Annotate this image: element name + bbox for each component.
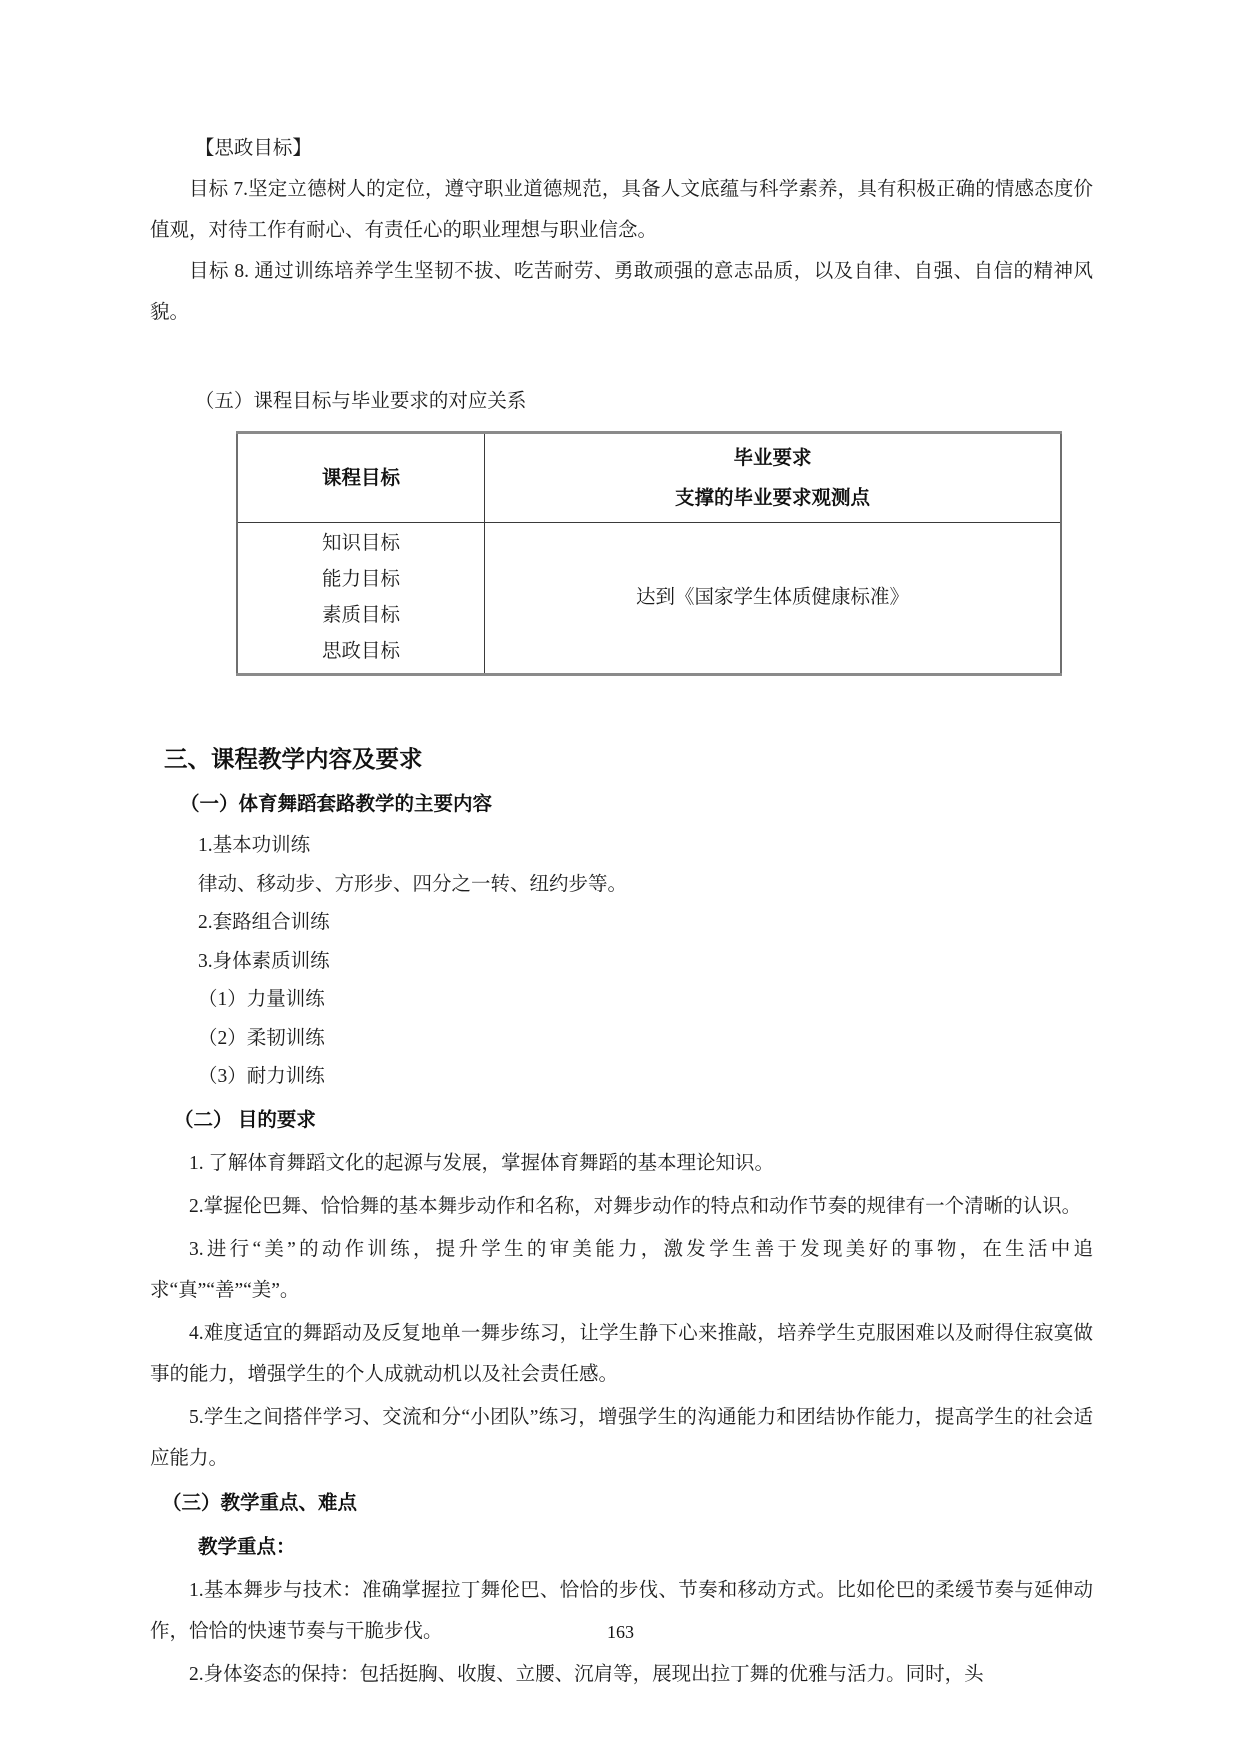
list-item: （3）耐力训练 [198, 1066, 325, 1087]
section-3-heading: 三、课程教学内容及要求 [164, 746, 423, 772]
page-content [150, 128, 1093, 1695]
course-goals-header-label: 课程目标 [321, 467, 400, 489]
focus-paragraph: 1.基本舞步与技术：准确掌握拉丁舞伦巴、恰恰的步伐、节奏和移动方式。比如伦巴的柔缓节奏与延伸动作，恰恰的快速节奏与干脆步伐。 [150, 1579, 1093, 1642]
ideology-goals-heading: 【思政目标】 [194, 138, 312, 159]
graduation-requirements-header-label: 毕业要求 [733, 447, 812, 469]
table-header-row [237, 433, 1061, 523]
purpose-paragraph: 2.掌握伦巴舞、恰恰舞的基本舞步动作和名称，对舞步动作的特点和动作节奏的规律有一个清晰的认识。 [189, 1195, 1082, 1217]
table-body-row [237, 523, 1061, 675]
list-item: 律动、移动步、方形步、四分之一转、纽约步等。 [198, 873, 628, 895]
list-item: （1）力量训练 [198, 989, 325, 1010]
course-goals-list-cell [237, 523, 485, 675]
purpose-paragraph: 4.难度适宜的舞蹈动及反复地单一舞步练习，让学生静下心来推敲，培养学生克服困难以及耐得住寂寞做事的能力，增强学生的个人成就动机以及社会责任感。 [150, 1322, 1093, 1385]
quality-goal-label: 素质目标 [321, 605, 400, 626]
ideology-goal-label: 思政目标 [321, 641, 400, 662]
purpose-paragraph: 3.进行“美”的动作训练，提升学生的审美能力，激发学生善于发现美好的事物，在生活中追求“真”“善”“美”。 [150, 1238, 1093, 1301]
goals-requirements-table [236, 431, 1062, 676]
list-item: （2）柔韧训练 [198, 1027, 325, 1049]
focus-paragraph: 2.身体姿态的保持：包括挺胸、收腹、立腰、沉肩等，展现出拉丁舞的优雅与活力。同时，头 [189, 1663, 984, 1685]
subsection-1-heading: （一）体育舞蹈套路教学的主要内容 [180, 793, 493, 815]
graduation-requirement-value-cell [485, 523, 1062, 675]
goal-8-paragraph: 目标 8. 通过训练培养学生坚韧不拔、吃苦耐劳、勇敢顽强的意志品质，以及自律、自强、自信的精神风貌。 [150, 261, 1093, 323]
teaching-focus-label: 教学重点： [198, 1535, 296, 1558]
ability-goal-label: 能力目标 [321, 569, 400, 590]
list-item: 1.基本功训练 [198, 835, 311, 856]
goal-7-paragraph: 目标 7.坚定立德树人的定位，遵守职业道德规范，具备人文底蕴与科学素养，具有积极正确的情感态度价值观，对待工作有耐心、有责任心的职业理想与职业信念。 [150, 179, 1093, 241]
section-5-heading: （五）课程目标与毕业要求的对应关系 [194, 391, 527, 412]
list-item: 2.套路组合训练 [198, 912, 330, 933]
knowledge-goal-label: 知识目标 [321, 533, 400, 554]
subsection-3-heading: （三）教学重点、难点 [162, 1491, 358, 1514]
national-standard-text: 达到《国家学生体质健康标准》 [635, 587, 909, 608]
list-item: 3.身体素质训练 [198, 950, 330, 972]
table-header-graduation-requirements-cell [485, 433, 1062, 523]
teaching-content-list [150, 827, 1093, 1097]
subsection-2-heading: （二） 目的要求 [174, 1108, 316, 1131]
purpose-paragraph: 1. 了解体育舞蹈文化的起源与发展，掌握体育舞蹈的基本理论知识。 [189, 1152, 775, 1174]
table-header-course-goals-cell [237, 433, 485, 523]
page-number: 163 [607, 1622, 634, 1642]
purpose-paragraph: 5.学生之间搭伴学习、交流和分“小团队”练习，增强学生的沟通能力和团结协作能力，提高学生的社会适应能力。 [150, 1406, 1093, 1469]
supported-observation-points-label: 支撑的毕业要求观测点 [674, 487, 870, 509]
